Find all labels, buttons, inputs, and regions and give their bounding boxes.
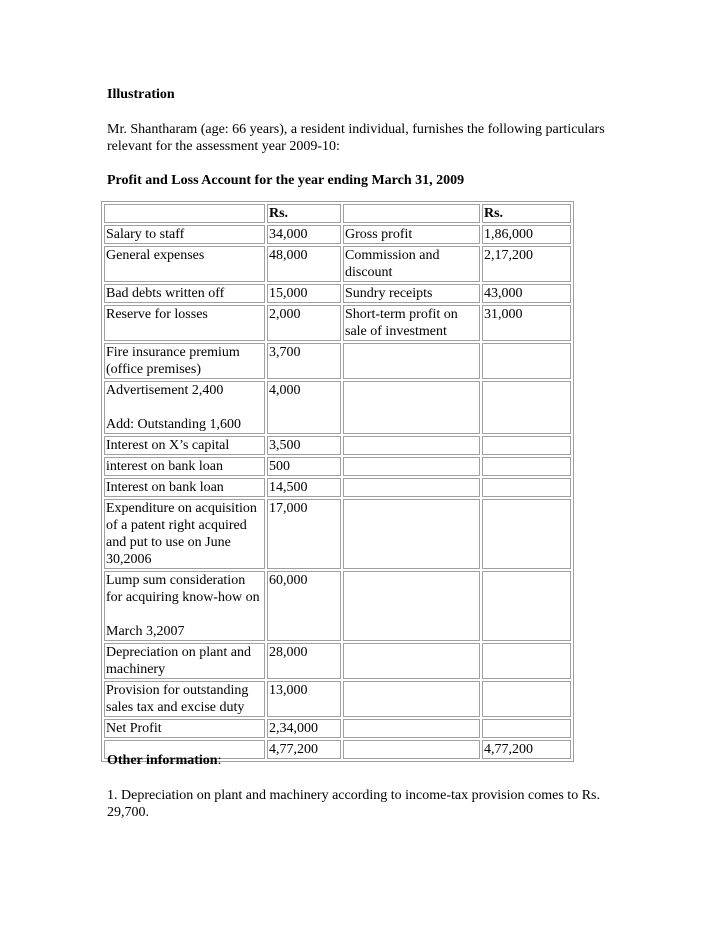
dr-amount-cell: 3,700 xyxy=(267,343,341,379)
spacer xyxy=(106,606,263,623)
cr-label-cell: Sundry receipts xyxy=(343,284,480,303)
table-row xyxy=(104,284,571,303)
pl-account-table xyxy=(101,201,574,762)
table-row xyxy=(104,478,571,497)
header-cr-label-cell xyxy=(343,204,480,223)
table-header-row xyxy=(104,204,571,223)
pl-account-table-wrapper xyxy=(101,201,574,762)
other-information-heading xyxy=(107,752,221,769)
dr-label: Interest on X’s capital xyxy=(106,438,230,453)
cr-amount-cell xyxy=(482,343,571,379)
cr-amount-cell xyxy=(482,643,571,679)
dr-label-cell xyxy=(104,284,265,303)
table-row xyxy=(104,246,571,282)
table-row xyxy=(104,681,571,717)
dr-label-cell xyxy=(104,571,265,641)
table-row xyxy=(104,457,571,476)
cr-label-cell xyxy=(343,499,480,569)
dr-amount-cell: 17,000 xyxy=(267,499,341,569)
dr-label-cell xyxy=(104,343,265,379)
intro-text-line1: Mr. Shantharam (age: 66 years), a resident individual, furnishes the following particulars xyxy=(107,122,605,137)
cr-label-cell xyxy=(343,457,480,476)
other-information-colon: : xyxy=(217,753,222,768)
header-cr-amount-cell: Rs. xyxy=(482,204,571,223)
dr-label: Net Profit xyxy=(106,721,162,736)
cr-label-cell: Commission and discount xyxy=(343,246,480,282)
dr-label: Depreciation on plant and machinery xyxy=(106,645,252,677)
dr-label-cell xyxy=(104,457,265,476)
dr-label-cell xyxy=(104,225,265,244)
dr-label-cell xyxy=(104,246,265,282)
table-row xyxy=(104,305,571,341)
total-dr-amount-cell: 4,77,200 xyxy=(267,740,341,759)
dr-label: Salary to staff xyxy=(106,227,185,242)
cr-label-cell xyxy=(343,681,480,717)
dr-amount-cell: 48,000 xyxy=(267,246,341,282)
cr-label-cell xyxy=(343,719,480,738)
dr-label-cell xyxy=(104,305,265,341)
table-row xyxy=(104,225,571,244)
cr-amount-cell: 2,17,200 xyxy=(482,246,571,282)
dr-amount-cell: 4,000 xyxy=(267,381,341,434)
dr-amount-cell: 13,000 xyxy=(267,681,341,717)
total-cr-amount-cell: 4,77,200 xyxy=(482,740,571,759)
cr-label-cell xyxy=(343,643,480,679)
cr-amount-cell: 43,000 xyxy=(482,284,571,303)
cr-label-cell xyxy=(343,381,480,434)
dr-label: Interest on bank loan xyxy=(106,480,224,495)
dr-label: Reserve for losses xyxy=(106,307,208,322)
dr-label-cell xyxy=(104,719,265,738)
cr-label-cell xyxy=(343,436,480,455)
table-row xyxy=(104,381,571,434)
cr-amount-cell xyxy=(482,381,571,434)
dr-label-cell xyxy=(104,381,265,434)
cr-amount-cell xyxy=(482,478,571,497)
header-dr-label-cell xyxy=(104,204,265,223)
dr-label: Provision for outstanding sales tax and excise duty xyxy=(106,683,249,715)
note1-line1: 1. Depreciation on plant and machinery according to income-tax provision comes to Rs. xyxy=(107,788,600,803)
dr-amount-cell: 34,000 xyxy=(267,225,341,244)
dr-label-cell xyxy=(104,643,265,679)
dr-label-continued: Add: Outstanding 1,600 xyxy=(106,417,241,432)
cr-label-cell xyxy=(343,571,480,641)
section-heading: Illustration xyxy=(107,87,175,102)
dr-label-cell xyxy=(104,436,265,455)
dr-label: General expenses xyxy=(106,248,205,263)
table-row xyxy=(104,343,571,379)
cr-amount-cell xyxy=(482,436,571,455)
cr-amount-cell: 1,86,000 xyxy=(482,225,571,244)
dr-label-cell xyxy=(104,478,265,497)
dr-label: Advertisement 2,400 xyxy=(106,383,224,398)
dr-label: Expenditure on acquisition of a patent right acquired and put to use on June 30,2006 xyxy=(106,501,257,567)
cr-label-cell xyxy=(343,343,480,379)
intro-text-line2: relevant for the assessment year 2009-10: xyxy=(107,139,340,154)
dr-amount-cell: 60,000 xyxy=(267,571,341,641)
dr-amount-cell: 500 xyxy=(267,457,341,476)
header-dr-amount-cell: Rs. xyxy=(267,204,341,223)
cr-label-cell: Gross profit xyxy=(343,225,480,244)
dr-amount-cell: 15,000 xyxy=(267,284,341,303)
table-row xyxy=(104,643,571,679)
table-row xyxy=(104,436,571,455)
cr-label-cell xyxy=(343,478,480,497)
dr-amount-cell: 2,000 xyxy=(267,305,341,341)
cr-amount-cell xyxy=(482,681,571,717)
dr-label: interest on bank loan xyxy=(106,459,224,474)
dr-amount-cell: 28,000 xyxy=(267,643,341,679)
pl-account-title: Profit and Loss Account for the year ending March 31, 2009 xyxy=(107,173,465,188)
dr-label-continued: March 3,2007 xyxy=(106,624,185,639)
other-information-label: Other information xyxy=(107,753,218,768)
cr-amount-cell xyxy=(482,571,571,641)
cr-amount-cell xyxy=(482,719,571,738)
cr-label-cell: Short-term profit on sale of investment xyxy=(343,305,480,341)
dr-label-cell xyxy=(104,681,265,717)
dr-amount-cell: 14,500 xyxy=(267,478,341,497)
total-cr-label-cell xyxy=(343,740,480,759)
cr-amount-cell xyxy=(482,499,571,569)
note1-line2: 29,700. xyxy=(107,805,149,820)
dr-label: Fire insurance premium (office premises) xyxy=(106,345,240,377)
table-row xyxy=(104,571,571,641)
dr-label: Bad debts written off xyxy=(106,286,225,301)
cr-amount-cell: 31,000 xyxy=(482,305,571,341)
dr-label: Lump sum consideration for acquiring know-how on xyxy=(106,573,260,605)
dr-label-cell xyxy=(104,499,265,569)
cr-amount-cell xyxy=(482,457,571,476)
table-row xyxy=(104,499,571,569)
dr-amount-cell: 2,34,000 xyxy=(267,719,341,738)
spacer xyxy=(106,399,263,416)
dr-amount-cell: 3,500 xyxy=(267,436,341,455)
table-row xyxy=(104,719,571,738)
